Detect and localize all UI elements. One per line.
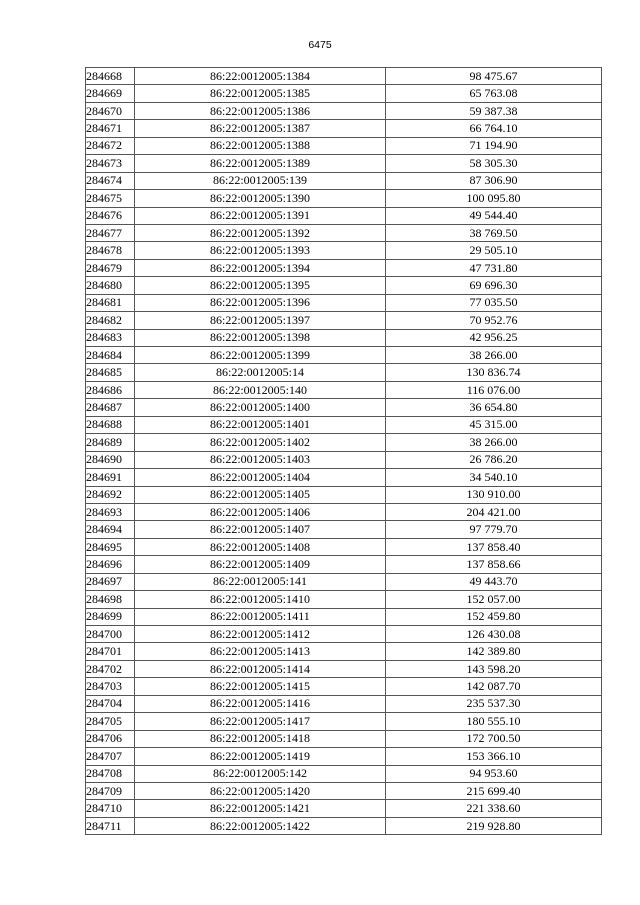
cadastral-number-cell: 86:22:0012005:1414 — [135, 660, 386, 677]
row-id-cell: 284679 — [86, 259, 135, 276]
cadastral-number-cell: 86:22:0012005:1419 — [135, 748, 386, 765]
cadastral-number-cell: 86:22:0012005:14 — [135, 364, 386, 381]
table-row — [86, 503, 602, 520]
value-cell: 126 430.08 — [386, 626, 602, 643]
table-row — [86, 695, 602, 712]
cadastral-number-cell: 86:22:0012005:1411 — [135, 608, 386, 625]
table-row — [86, 190, 602, 207]
value-cell: 143 598.20 — [386, 660, 602, 677]
value-cell: 221 338.60 — [386, 800, 602, 817]
row-id-cell: 284674 — [86, 172, 135, 189]
cadastral-number-cell: 86:22:0012005:1387 — [135, 120, 386, 137]
row-id-cell: 284701 — [86, 643, 135, 660]
value-cell: 142 087.70 — [386, 678, 602, 695]
row-id-cell: 284697 — [86, 573, 135, 590]
row-id-cell: 284678 — [86, 242, 135, 259]
cadastral-number-cell: 86:22:0012005:1388 — [135, 137, 386, 154]
row-id-cell: 284689 — [86, 434, 135, 451]
table-row — [86, 416, 602, 433]
table-row — [86, 538, 602, 555]
cadastral-number-cell: 86:22:0012005:1406 — [135, 503, 386, 520]
value-cell: 204 421.00 — [386, 503, 602, 520]
table-row — [86, 294, 602, 311]
cadastral-number-cell: 86:22:0012005:1417 — [135, 713, 386, 730]
cadastral-number-cell: 86:22:0012005:1404 — [135, 469, 386, 486]
table-row — [86, 765, 602, 782]
row-id-cell: 284711 — [86, 817, 135, 834]
table-row — [86, 782, 602, 799]
cadastral-number-cell: 86:22:0012005:1389 — [135, 155, 386, 172]
row-id-cell: 284694 — [86, 521, 135, 538]
row-id-cell: 284698 — [86, 591, 135, 608]
row-id-cell: 284704 — [86, 695, 135, 712]
table-row — [86, 312, 602, 329]
table-row — [86, 556, 602, 573]
table-row — [86, 643, 602, 660]
value-cell: 180 555.10 — [386, 713, 602, 730]
cadastral-number-cell: 86:22:0012005:1402 — [135, 434, 386, 451]
cadastral-number-cell: 86:22:0012005:1403 — [135, 451, 386, 468]
cadastral-number-cell: 86:22:0012005:1390 — [135, 190, 386, 207]
row-id-cell: 284686 — [86, 381, 135, 398]
table-row — [86, 713, 602, 730]
table-row — [86, 678, 602, 695]
row-id-cell: 284680 — [86, 277, 135, 294]
table-row — [86, 381, 602, 398]
value-cell: 219 928.80 — [386, 817, 602, 834]
value-cell: 87 306.90 — [386, 172, 602, 189]
row-id-cell: 284672 — [86, 137, 135, 154]
table-row — [86, 817, 602, 834]
value-cell: 172 700.50 — [386, 730, 602, 747]
row-id-cell: 284703 — [86, 678, 135, 695]
cadastral-number-cell: 86:22:0012005:1408 — [135, 538, 386, 555]
value-cell: 69 696.30 — [386, 277, 602, 294]
value-cell: 71 194.90 — [386, 137, 602, 154]
cadastral-number-cell: 86:22:0012005:1418 — [135, 730, 386, 747]
parcel-value-table — [85, 67, 602, 835]
value-cell: 38 769.50 — [386, 224, 602, 241]
value-cell: 142 389.80 — [386, 643, 602, 660]
value-cell: 49 443.70 — [386, 573, 602, 590]
value-cell: 65 763.08 — [386, 85, 602, 102]
cadastral-number-cell: 86:22:0012005:1409 — [135, 556, 386, 573]
value-cell: 42 956.25 — [386, 329, 602, 346]
row-id-cell: 284695 — [86, 538, 135, 555]
value-cell: 153 366.10 — [386, 748, 602, 765]
value-cell: 29 505.10 — [386, 242, 602, 259]
cadastral-number-cell: 86:22:0012005:1396 — [135, 294, 386, 311]
table-row — [86, 224, 602, 241]
row-id-cell: 284707 — [86, 748, 135, 765]
value-cell: 98 475.67 — [386, 68, 602, 85]
row-id-cell: 284683 — [86, 329, 135, 346]
value-cell: 38 266.00 — [386, 347, 602, 364]
cadastral-number-cell: 86:22:0012005:1399 — [135, 347, 386, 364]
table-row — [86, 329, 602, 346]
row-id-cell: 284708 — [86, 765, 135, 782]
value-cell: 94 953.60 — [386, 765, 602, 782]
value-cell: 137 858.66 — [386, 556, 602, 573]
cadastral-number-cell: 86:22:0012005:141 — [135, 573, 386, 590]
row-id-cell: 284696 — [86, 556, 135, 573]
table-row — [86, 172, 602, 189]
table-row — [86, 120, 602, 137]
table-row — [86, 521, 602, 538]
table-row — [86, 155, 602, 172]
table-row — [86, 730, 602, 747]
value-cell: 59 387.38 — [386, 102, 602, 119]
table-row — [86, 102, 602, 119]
cadastral-number-cell: 86:22:0012005:139 — [135, 172, 386, 189]
row-id-cell: 284705 — [86, 713, 135, 730]
cadastral-number-cell: 86:22:0012005:142 — [135, 765, 386, 782]
row-id-cell: 284669 — [86, 85, 135, 102]
cadastral-number-cell: 86:22:0012005:1397 — [135, 312, 386, 329]
row-id-cell: 284690 — [86, 451, 135, 468]
table-row — [86, 68, 602, 85]
row-id-cell: 284682 — [86, 312, 135, 329]
value-cell: 137 858.40 — [386, 538, 602, 555]
table-row — [86, 347, 602, 364]
table-row — [86, 660, 602, 677]
value-cell: 97 779.70 — [386, 521, 602, 538]
cadastral-number-cell: 86:22:0012005:1420 — [135, 782, 386, 799]
page-number: 6475 — [308, 39, 332, 51]
table-row — [86, 364, 602, 381]
value-cell: 77 035.50 — [386, 294, 602, 311]
cadastral-number-cell: 86:22:0012005:1398 — [135, 329, 386, 346]
table-row — [86, 434, 602, 451]
cadastral-number-cell: 86:22:0012005:1401 — [135, 416, 386, 433]
cadastral-number-cell: 86:22:0012005:1393 — [135, 242, 386, 259]
row-id-cell: 284676 — [86, 207, 135, 224]
table-row — [86, 399, 602, 416]
cadastral-number-cell: 86:22:0012005:1421 — [135, 800, 386, 817]
value-cell: 215 699.40 — [386, 782, 602, 799]
cadastral-number-cell: 86:22:0012005:1384 — [135, 68, 386, 85]
table-row — [86, 242, 602, 259]
row-id-cell: 284675 — [86, 190, 135, 207]
table-row — [86, 469, 602, 486]
value-cell: 58 305.30 — [386, 155, 602, 172]
row-id-cell: 284677 — [86, 224, 135, 241]
cadastral-number-cell: 86:22:0012005:1394 — [135, 259, 386, 276]
value-cell: 130 836.74 — [386, 364, 602, 381]
value-cell: 235 537.30 — [386, 695, 602, 712]
cadastral-number-cell: 86:22:0012005:1412 — [135, 626, 386, 643]
cadastral-number-cell: 86:22:0012005:1392 — [135, 224, 386, 241]
value-cell: 47 731.80 — [386, 259, 602, 276]
cadastral-number-cell: 86:22:0012005:1422 — [135, 817, 386, 834]
table-row — [86, 800, 602, 817]
table-body — [86, 68, 602, 835]
value-cell: 66 764.10 — [386, 120, 602, 137]
row-id-cell: 284700 — [86, 626, 135, 643]
row-id-cell: 284673 — [86, 155, 135, 172]
row-id-cell: 284702 — [86, 660, 135, 677]
cadastral-number-cell: 86:22:0012005:1410 — [135, 591, 386, 608]
table-row — [86, 277, 602, 294]
value-cell: 130 910.00 — [386, 486, 602, 503]
cadastral-number-cell: 86:22:0012005:1391 — [135, 207, 386, 224]
table-row — [86, 486, 602, 503]
table-row — [86, 451, 602, 468]
cadastral-number-cell: 86:22:0012005:1416 — [135, 695, 386, 712]
value-cell: 34 540.10 — [386, 469, 602, 486]
row-id-cell: 284693 — [86, 503, 135, 520]
row-id-cell: 284684 — [86, 347, 135, 364]
cadastral-number-cell: 86:22:0012005:1400 — [135, 399, 386, 416]
table-row — [86, 626, 602, 643]
value-cell: 49 544.40 — [386, 207, 602, 224]
table-row — [86, 573, 602, 590]
value-cell: 100 095.80 — [386, 190, 602, 207]
cadastral-number-cell: 86:22:0012005:1405 — [135, 486, 386, 503]
value-cell: 152 057.00 — [386, 591, 602, 608]
row-id-cell: 284687 — [86, 399, 135, 416]
table-row — [86, 137, 602, 154]
cadastral-number-cell: 86:22:0012005:1385 — [135, 85, 386, 102]
table-row — [86, 748, 602, 765]
row-id-cell: 284688 — [86, 416, 135, 433]
row-id-cell: 284685 — [86, 364, 135, 381]
value-cell: 152 459.80 — [386, 608, 602, 625]
table-row — [86, 608, 602, 625]
cadastral-number-cell: 86:22:0012005:1413 — [135, 643, 386, 660]
row-id-cell: 284670 — [86, 102, 135, 119]
row-id-cell: 284699 — [86, 608, 135, 625]
value-cell: 45 315.00 — [386, 416, 602, 433]
cadastral-number-cell: 86:22:0012005:1395 — [135, 277, 386, 294]
row-id-cell: 284668 — [86, 68, 135, 85]
row-id-cell: 284691 — [86, 469, 135, 486]
row-id-cell: 284681 — [86, 294, 135, 311]
table-row — [86, 259, 602, 276]
table-row — [86, 85, 602, 102]
cadastral-number-cell: 86:22:0012005:140 — [135, 381, 386, 398]
value-cell: 116 076.00 — [386, 381, 602, 398]
cadastral-number-cell: 86:22:0012005:1415 — [135, 678, 386, 695]
cadastral-number-cell: 86:22:0012005:1386 — [135, 102, 386, 119]
table-row — [86, 591, 602, 608]
row-id-cell: 284709 — [86, 782, 135, 799]
row-id-cell: 284692 — [86, 486, 135, 503]
table-row — [86, 207, 602, 224]
row-id-cell: 284706 — [86, 730, 135, 747]
value-cell: 26 786.20 — [386, 451, 602, 468]
row-id-cell: 284671 — [86, 120, 135, 137]
value-cell: 36 654.80 — [386, 399, 602, 416]
row-id-cell: 284710 — [86, 800, 135, 817]
value-cell: 70 952.76 — [386, 312, 602, 329]
value-cell: 38 266.00 — [386, 434, 602, 451]
cadastral-number-cell: 86:22:0012005:1407 — [135, 521, 386, 538]
